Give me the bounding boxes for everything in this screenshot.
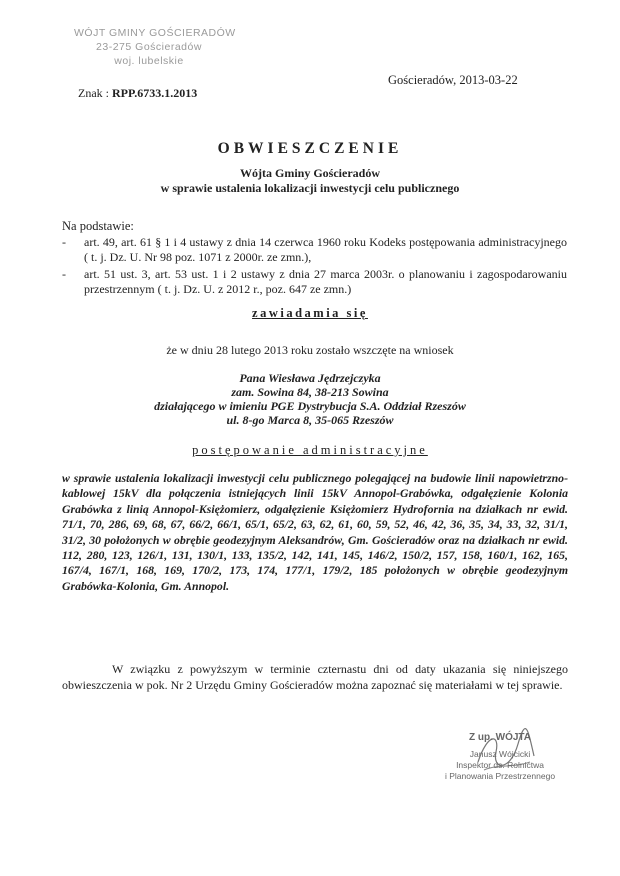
applicant-office-address: ul. 8-go Marca 8, 35-065 Rzeszów bbox=[226, 413, 394, 427]
legal-basis-label: Na podstawie: bbox=[62, 219, 134, 233]
document-subtitle-1: Wójta Gminy Gościeradów bbox=[240, 166, 380, 180]
legal-basis-text: art. 49, art. 61 § 1 i 4 ustawy z dnia 14 czerwca 1960 roku Kodeks postępowania administracyjnego ( t. j. Dz. U. Nr 98 poz. 1071 z 2000r. ze zmn.), bbox=[84, 235, 567, 264]
signatory-name: Janusz Wójcicki bbox=[469, 749, 531, 759]
applicant-address: zam. Sowina 84, 38-213 Sowina bbox=[231, 385, 389, 399]
notice-heading-text: zawiadamia się bbox=[252, 306, 368, 320]
reference-label: Znak : bbox=[78, 86, 112, 100]
reference-number bbox=[78, 86, 197, 101]
office-stamp bbox=[74, 26, 236, 68]
stamp-line-2: 23-275 Gościeradów bbox=[96, 41, 202, 53]
document-title: OBWIESZCZENIE bbox=[217, 140, 403, 157]
stamp-line-3: woj. lubelskie bbox=[114, 55, 184, 67]
bullet-dash: - bbox=[62, 267, 66, 281]
legal-basis-item bbox=[62, 235, 567, 265]
signatory-position: Inspektor ds. Rolnictwa bbox=[456, 760, 544, 770]
bullet-dash: - bbox=[62, 235, 66, 249]
proceedings-heading bbox=[0, 443, 620, 458]
applicant-representation: działającego w imieniu PGE Dystrybucja S.A. Oddział Rzeszów bbox=[154, 399, 466, 413]
applicant-block bbox=[0, 371, 620, 427]
proceedings-description: w sprawie ustalenia lokalizacji inwestycji celu publicznego polegającej na budowie linii napowietrzno-kablowej 15kV dla połączenia istniejących linii 15kV Annopol-Grabówka, odgałęzienie Kolonia Grabówka z linią Annopol-Księżomierz, odgałęzienie Księżomierz Hydrofornia na działkach nr ewid. 71/1, 70, 286, 69, 68, 67, 66/2, 66/1, 65/1, 65/2, 63, 62, 61, 60, 59, 52, 46, 42, 36, 35, 34, 33, 32, 31/1, 31/2, 30 położonych w obrębie geodezyjnym Aleksandrów, Gm. Gościeradów oraz na działkach nr ewid. 112, 280, 123, 126/1, 131, 130/1, 133, 135/2, 142, 141, 145, 146/2, 150/2, 157, 158, 160/1, 162, 165, 167/4, 167/1, 168, 169, 170/2, 173, 174, 177/1, 179/2, 185 położonych w obrębie geodezyjnym Grabówka-Kolonia, Gm. Annopol. bbox=[62, 471, 568, 593]
signature-block bbox=[420, 732, 580, 782]
notice-info: że w dniu 28 lutego 2013 roku zostało wszczęte na wniosek bbox=[166, 343, 454, 357]
notice-heading bbox=[0, 306, 620, 321]
reference-value: RPP.6733.1.2013 bbox=[112, 86, 198, 100]
signature-authority: Z up. WÓJTA bbox=[468, 732, 532, 743]
legal-basis-item bbox=[62, 267, 567, 297]
signatory-department: i Planowania Przestrzennego bbox=[444, 771, 556, 781]
stamp-line-1: WÓJT GMINY GOŚCIERADÓW bbox=[74, 27, 236, 39]
proceedings-heading-text: postępowanie administracyjne bbox=[192, 443, 428, 457]
place-date: Gościeradów, 2013-03-22 bbox=[388, 73, 518, 87]
legal-basis-text: art. 51 ust. 3, art. 53 ust. 1 i 2 ustawy z dnia 27 marca 2003r. o planowaniu i zagospodarowaniu przestrzennym ( t. j. Dz. U. z 2012 r., poz. 647 ze zmn.) bbox=[84, 267, 567, 296]
closing-paragraph: W związku z powyższym w terminie czternastu dni od daty ukazania się niniejszego obwieszczenia w pok. Nr 2 Urzędu Gminy Gościeradów można zapoznać się materiałami w tej sprawie. bbox=[62, 662, 568, 692]
applicant-name: Pana Wiesława Jędrzejczyka bbox=[239, 371, 381, 385]
document-subtitle-2: w sprawie ustalenia lokalizacji inwestycji celu publicznego bbox=[160, 181, 460, 195]
